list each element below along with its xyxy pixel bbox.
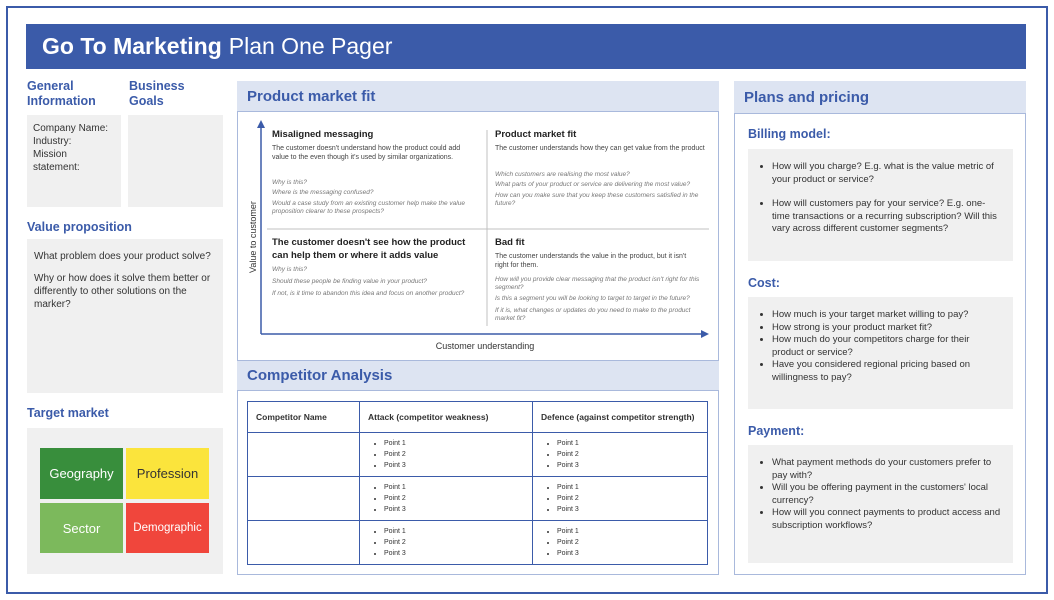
list-item: • Will you be offering payment in the customers' local currency?	[772, 482, 1003, 507]
q2-question-1: Which customers are realising the most value?	[495, 171, 630, 178]
competitor-name-cell[interactable]	[248, 433, 360, 477]
mission-statement-field: Mission statement:	[33, 149, 80, 173]
competitor-table	[247, 401, 708, 565]
attack-cell[interactable]	[360, 433, 533, 477]
defence-cell[interactable]	[533, 433, 708, 477]
q1-question-3: Would a case study from an existing customer help make the value proposition clearer to these prospects?	[272, 200, 465, 215]
col-defence: Defence (against competitor strength)	[533, 402, 708, 433]
list-item: • Point 1	[557, 438, 699, 449]
list-item: • Point 1	[557, 526, 699, 537]
sector-tile[interactable]: Sector	[40, 503, 123, 553]
competitor-header: Competitor Analysis	[237, 360, 719, 391]
business-goals-label: Business Goals	[129, 79, 185, 108]
q3-question-1: Why is this?	[272, 266, 308, 273]
list-item: • Point 3	[384, 504, 524, 515]
value-question-1: What problem does your product solve?	[34, 251, 211, 262]
list-item: • Point 2	[557, 493, 699, 504]
title-bold: Go To Marketing	[42, 33, 222, 59]
q1-question-2: Where is the messaging confused?	[272, 189, 374, 196]
x-axis-label: Customer understanding	[435, 341, 535, 351]
list-item: • Point 2	[384, 449, 524, 460]
geography-tile[interactable]: Geography	[40, 448, 123, 499]
col-competitor-name: Competitor Name	[248, 402, 360, 433]
list-item: • Point 2	[384, 537, 524, 548]
list-item: • How much do your competitors charge for their product or service?	[772, 334, 1003, 359]
title-rest: Plan One Pager	[228, 33, 393, 59]
competitor-name-cell[interactable]	[248, 477, 360, 521]
list-item: • Point 1	[384, 438, 524, 449]
demographic-tile[interactable]: Demographic	[126, 503, 209, 553]
list-item: • Point 1	[557, 482, 699, 493]
list-item: • What payment methods do your customers prefer to pay with?	[772, 457, 1003, 482]
list-item: • Point 3	[557, 504, 699, 515]
q1-title: Misaligned messaging	[272, 129, 374, 140]
q3-title: The customer doesn't see how the product can help them or where it adds value	[272, 237, 466, 261]
industry-field: Industry:	[33, 136, 72, 147]
cost-label: Cost:	[748, 276, 780, 290]
defence-cell[interactable]	[533, 521, 708, 565]
q2-question-2: What parts of your product or service are delivering the most value?	[495, 181, 691, 188]
attack-cell[interactable]	[360, 521, 533, 565]
list-item: • Point 1	[384, 526, 524, 537]
general-info-box[interactable]	[27, 115, 121, 207]
payment-box[interactable]	[748, 445, 1013, 563]
plans-header: Plans and pricing	[734, 81, 1026, 114]
q1-desc: The customer doesn't understand how the product could add value to the even though it's used by similar organizations.	[272, 145, 461, 161]
q4-desc: The customer understands the value in the product, but it isn't right for them.	[495, 253, 687, 269]
q4-title: Bad fit	[495, 237, 525, 248]
q4-question-1: How will you provide clear messaging that the product isn't right for this segment?	[495, 276, 700, 291]
attack-cell[interactable]	[360, 477, 533, 521]
company-name-field: Company Name:	[33, 123, 109, 134]
list-item: • How will you connect payments to product access and subscription workflows?	[772, 507, 1003, 532]
competitor-name-cell[interactable]	[248, 521, 360, 565]
pmf-header: Product market fit	[237, 81, 719, 112]
list-item: • Point 3	[557, 460, 699, 471]
table-row	[248, 477, 708, 521]
general-info-label: General Information	[27, 79, 96, 108]
table-row	[248, 433, 708, 477]
list-item: • Point 2	[557, 537, 699, 548]
payment-label: Payment:	[748, 424, 805, 438]
q3-question-3: If not, is it time to abandon this idea and focus on another product?	[272, 290, 465, 297]
cost-box[interactable]	[748, 297, 1013, 409]
value-proposition-label: Value proposition	[27, 220, 132, 234]
col-attack: Attack (competitor weakness)	[360, 402, 533, 433]
list-item: • Have you considered regional pricing based on willingness to pay?	[772, 359, 1003, 384]
y-axis-arrow	[257, 120, 265, 128]
title-banner	[26, 24, 1026, 69]
q2-desc: The customer understands how they can get value from the product	[495, 145, 705, 152]
list-item: • How strong is your product market fit?	[772, 322, 1003, 335]
list-item: • Point 1	[384, 482, 524, 493]
target-market-label: Target market	[27, 406, 109, 420]
table-header-row	[248, 402, 708, 433]
profession-tile[interactable]: Profession	[126, 448, 209, 499]
list-item: • Point 3	[384, 460, 524, 471]
billing-model-label: Billing model:	[748, 127, 831, 141]
q4-question-3: If it is, what changes or updates do you need to make to the product market fit?	[495, 307, 691, 322]
list-item: • Point 2	[557, 449, 699, 460]
list-item: • How will you charge? E.g. what is the value metric of your product or service?	[772, 161, 1003, 186]
defence-cell[interactable]	[533, 477, 708, 521]
list-item: • Point 3	[557, 548, 699, 559]
q4-question-2: Is this a segment you will be looking to target to target in the future?	[495, 295, 690, 302]
billing-model-box[interactable]	[748, 149, 1013, 261]
value-proposition-box[interactable]	[27, 239, 223, 393]
q3-question-2: Should these people be finding value in your product?	[272, 278, 428, 285]
list-item: • How will customers pay for your service? E.g. one-time transactions or a recurring subscription? Will this vary across different customer segments?	[772, 198, 1003, 236]
q2-title: Product market fit	[495, 129, 577, 140]
list-item: • Point 3	[384, 548, 524, 559]
list-item: • Point 2	[384, 493, 524, 504]
table-row	[248, 521, 708, 565]
x-axis-arrow	[701, 330, 709, 338]
business-goals-box[interactable]	[128, 115, 223, 207]
list-item: • How much is your target market willing to pay?	[772, 309, 1003, 322]
value-question-2: Why or how does it solve them better or differently to other solutions on the marker?	[34, 273, 211, 310]
q1-question-1: Why is this?	[272, 179, 308, 186]
y-axis-label: Value to customer	[248, 201, 258, 273]
q2-question-3: How can you make sure that you keep these customers satisfied in the future?	[495, 192, 699, 207]
